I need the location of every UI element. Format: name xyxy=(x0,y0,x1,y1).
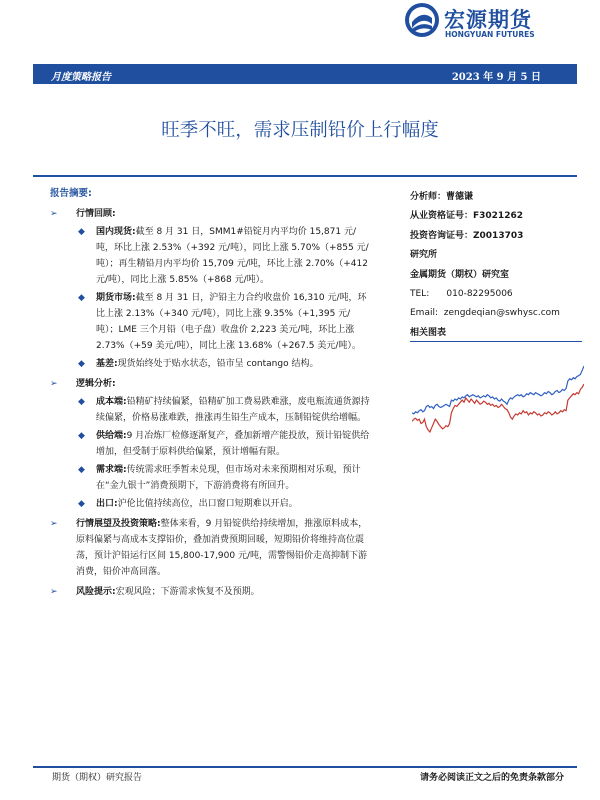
diamond-bullet-icon: ◆ xyxy=(78,227,85,237)
diamond-bullet-icon: ◆ xyxy=(78,465,85,475)
analyst-institute: 研究所 xyxy=(410,250,438,261)
analyst-info xyxy=(410,188,580,324)
tel-label: TEL: xyxy=(410,289,430,300)
hongyuan-logo-icon xyxy=(404,2,440,38)
basis-text: 现货始终处于贴水状态，铅市呈 contango 结构。 xyxy=(117,359,319,369)
outlook-text: 整体来看，9 月铅锭供给持续增加，推涨原料成本，原料偏紧与高成本支撑铅价，叠加消费预期回暖，短期铅价将维持高位震荡，预计沪铅运行区间 15,800-17,900 元/吨，需警惕铅价走高抑制下游消费，铅价冲高回落。 xyxy=(76,519,368,577)
outlook-section xyxy=(50,516,372,580)
footer-disclaimer: 请务必阅读正文之后的免责条款部分 xyxy=(419,773,564,783)
demand-item xyxy=(50,462,372,494)
basis-item xyxy=(50,356,372,372)
analyst-invest-cert: 投资咨询证号：Z0013703 xyxy=(410,230,524,241)
supply-text: 9 月冶炼厂检修逐渐复产，叠加新增产能投放，预计铅锭供给增加，但受制于原料供给偏紧，预计增幅有限。 xyxy=(96,431,370,457)
cost-text: 铅精矿持续偏紧，铅精矿加工费易跌难涨，废电瓶流通货源持续偏紧，价格易涨难跌，推涨再生铅生产成本，压制铅锭供给增幅。 xyxy=(96,397,370,423)
diamond-bullet-icon: ◆ xyxy=(78,499,85,509)
export-item xyxy=(50,496,372,512)
diamond-bullet-icon: ◆ xyxy=(78,293,85,303)
analyst-email-row xyxy=(410,304,580,323)
brand-name-cn: 宏源期货 xyxy=(444,8,532,32)
market-review-heading: 行情回顾: xyxy=(76,209,116,219)
email-label: Email: xyxy=(410,308,439,319)
risk-heading: 风险提示: xyxy=(76,587,116,597)
futures-label: 期货市场: xyxy=(96,293,136,303)
supply-label: 供给端: xyxy=(96,431,127,441)
cost-item xyxy=(50,394,372,426)
title-divider xyxy=(33,175,577,177)
diamond-bullet-icon: ◆ xyxy=(78,431,85,441)
summary-heading: 报告摘要: xyxy=(50,188,92,199)
cost-label: 成本端: xyxy=(96,397,127,407)
header-bar xyxy=(33,64,577,84)
domestic-spot-item xyxy=(50,224,372,288)
summary-column xyxy=(50,186,372,600)
arrow-right-icon: ➢ xyxy=(50,209,58,219)
diamond-bullet-icon: ◆ xyxy=(78,397,85,407)
analyst-name: 分析师：曹德谦 xyxy=(410,192,474,202)
arrow-right-icon: ➢ xyxy=(50,379,58,389)
brand-logo xyxy=(404,2,554,42)
logic-heading: 逻辑分析: xyxy=(76,379,116,389)
arrow-right-icon: ➢ xyxy=(50,519,58,529)
market-review-section xyxy=(50,206,372,372)
related-charts-divider xyxy=(410,341,582,342)
basis-label: 基差: xyxy=(96,359,118,369)
risk-section xyxy=(50,584,372,600)
footer-left-text: 期货（期权）研究报告 xyxy=(52,773,143,783)
brand-name-en: HONGYUAN FUTURES xyxy=(445,30,535,39)
report-date: 2023 年 9 月 5 日 xyxy=(451,72,541,83)
tel-value: 010-82295006 xyxy=(446,289,513,300)
logic-section xyxy=(50,376,372,512)
email-link[interactable]: zengdeqian@swhysc.com xyxy=(443,308,560,319)
report-type: 月度策略报告 xyxy=(51,72,111,83)
export-text: 沪伦比值持续高位，出口窗口短期难以开启。 xyxy=(117,499,298,509)
demand-text: 传统需求旺季暂未兑现，但市场对未来预期相对乐观，预计在“金九银十”消费预期下，下游消费将有所回升。 xyxy=(96,465,361,491)
risk-text: 宏观风险；下游需求恢复不及预期。 xyxy=(115,587,260,597)
demand-label: 需求端: xyxy=(96,465,127,475)
page-title: 旺季不旺，需求压制铅价上行幅度 xyxy=(161,120,439,141)
footer-divider xyxy=(33,766,577,768)
diamond-bullet-icon: ◆ xyxy=(78,359,85,369)
analyst-org: 金属期货（期权）研究室 xyxy=(410,269,510,280)
arrow-right-icon: ➢ xyxy=(50,587,58,597)
domestic-spot-text: 截至 8 月 31 日，SMM1#铅锭月内平均价 15,871 元/吨，环比上涨 2.53%（+392 元/吨），同比上涨 5.70%（+855 元/吨）；再生精铅月内平均价 15,709 元/吨，环比上涨 2.70%（+412 元/吨），同比上涨 5.85%（+868 元/吨）。 xyxy=(96,227,369,285)
related-charts-heading: 相关图表 xyxy=(410,328,447,338)
futures-item xyxy=(50,290,372,354)
outlook-heading: 行情展望及投资策略: xyxy=(76,519,161,529)
futures-text: 截至 8 月 31 日，沪铅主力合约收盘价 16,310 元/吨，环比上涨 2.13%（+340 元/吨），同比上涨 9.35%（+1,395 元/吨）；LME 三个月铅（电子盘）收盘价 2,223 美元/吨，环比上涨 2.73%（+59 美元/吨），同比上涨 13.68%（+267.5 美元/吨）。 xyxy=(96,293,367,351)
price-line-chart xyxy=(412,364,584,434)
domestic-spot-label: 国内现货: xyxy=(96,227,136,237)
analyst-cert: 从业资格证号：F3021262 xyxy=(410,211,523,222)
export-label: 出口: xyxy=(96,499,118,509)
supply-item xyxy=(50,428,372,460)
analyst-tel-row xyxy=(410,285,580,304)
